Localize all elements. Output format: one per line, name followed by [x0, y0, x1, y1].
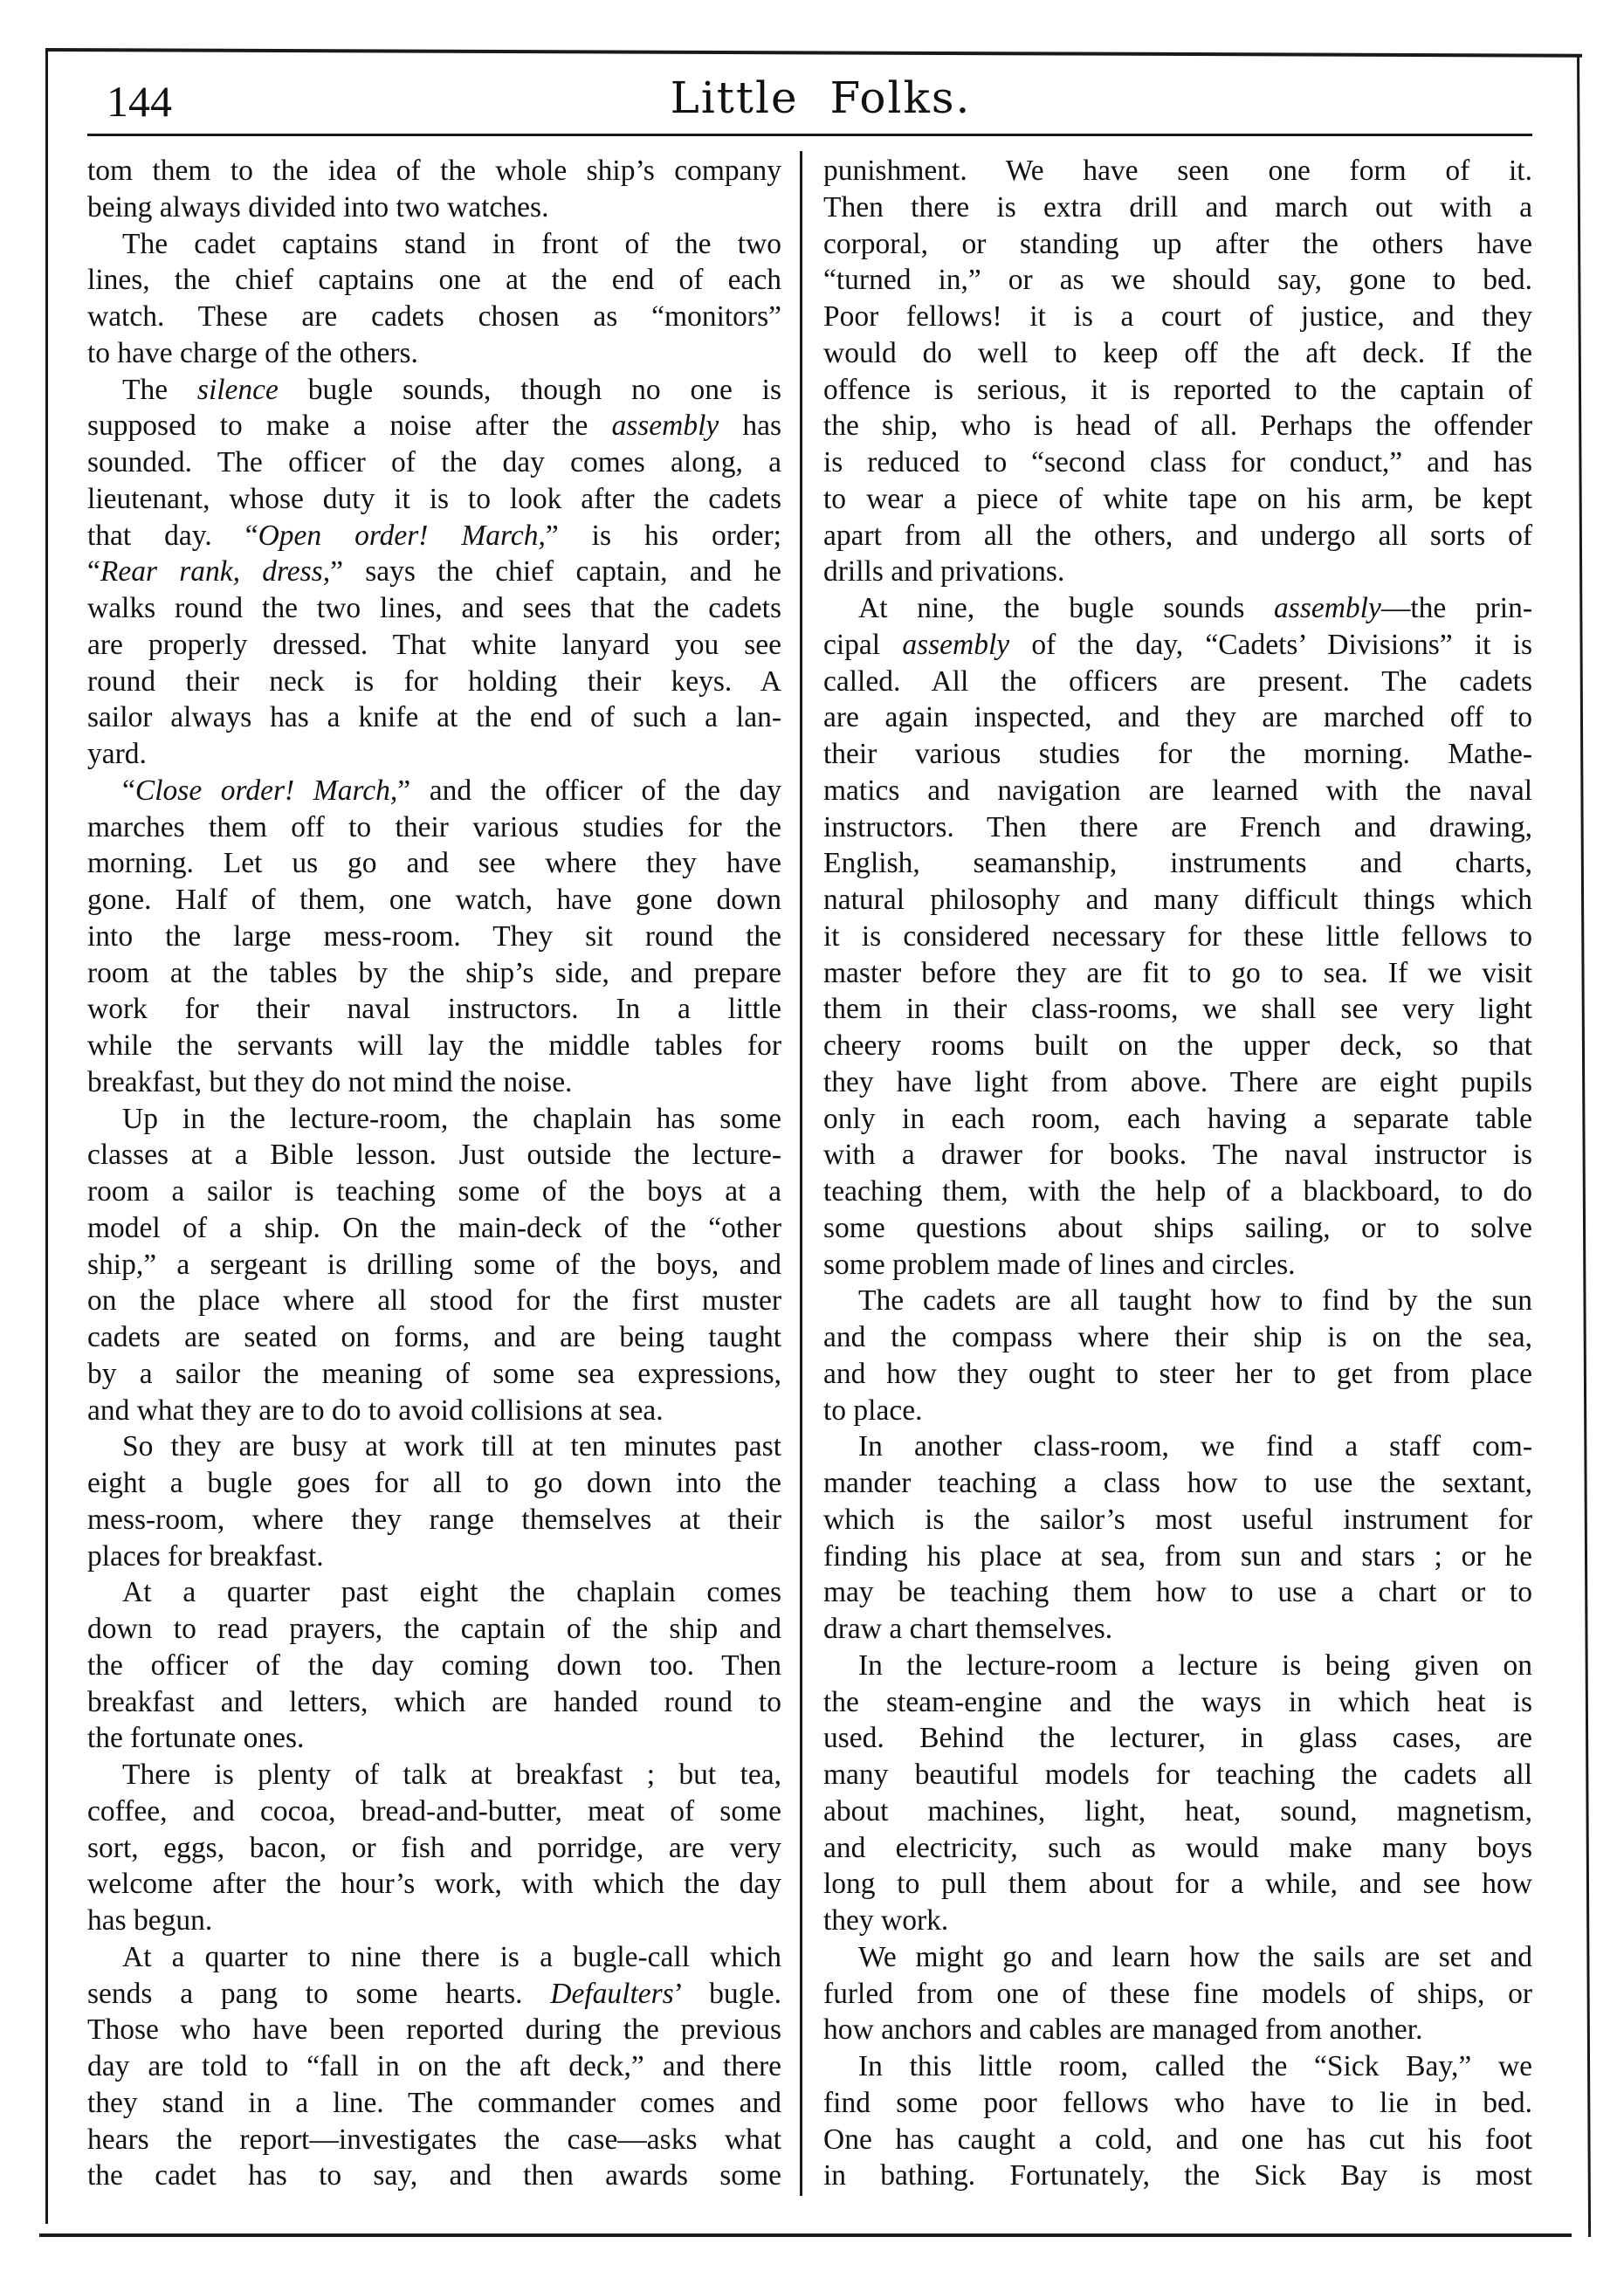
- text-line: Those who have been reported during the previous: [87, 2013, 781, 2047]
- text-line: room at the tables by the ship’s side, and prepare: [87, 956, 781, 989]
- text-line: some problem made of lines and circles.: [823, 1248, 1296, 1281]
- text-line: and the compass where their ship is on the sea,: [823, 1321, 1532, 1353]
- text-line: round their neck is for holding their keys. A: [87, 664, 781, 698]
- text-line: sends a pang to some hearts. Defaulters’ bugle.: [87, 1977, 781, 2010]
- text-line: their various studies for the morning. Mathe-: [823, 738, 1532, 770]
- text-line: watch. These are cadets chosen as “monitors”: [87, 300, 781, 333]
- text-line: they have light from above. There are eight pupils: [823, 1065, 1532, 1098]
- text-line: some questions about ships sailing, or to solve: [823, 1211, 1532, 1244]
- text-line: walks round the two lines, and sees that the cadets: [87, 592, 781, 624]
- text-line: Up in the lecture-room, the chaplain has some: [122, 1102, 781, 1135]
- text-line: corporal, or standing up after the others have: [823, 227, 1532, 260]
- text-line: supposed to make a noise after the assembly has: [87, 410, 781, 443]
- text-line: used. Behind the lecturer, in glass cases, are: [823, 1722, 1532, 1755]
- text-line: At a quarter to nine there is a bugle-call which: [122, 1940, 781, 1973]
- text-line: sounded. The officer of the day comes along, a: [87, 446, 781, 478]
- text-line: lines, the chief captains one at the end of each: [87, 264, 781, 297]
- text-line: the cadet has to say, and then awards some: [87, 2159, 781, 2192]
- text-line: The silence bugle sounds, though no one is: [122, 373, 781, 406]
- text-line: finding his place at sea, from sun and stars ; or he: [823, 1539, 1532, 1573]
- text-line: master before they are fit to go to sea. If we visit: [823, 956, 1532, 989]
- text-line: coffee, and cocoa, bread-and-butter, meat of some: [87, 1794, 781, 1827]
- text-line: cheery rooms built on the upper deck, so that: [823, 1029, 1532, 1062]
- text-line: day are told to “fall in on the aft deck,” and there: [87, 2050, 781, 2082]
- text-line: furled from one of these fine models of ships, or: [823, 1977, 1532, 2010]
- text-line: morning. Let us go and see where they have: [87, 847, 781, 880]
- text-line: The cadets are all taught how to find by the sun: [858, 1284, 1532, 1318]
- text-column-left: [87, 153, 781, 2194]
- text-line: cadets are seated on forms, and are being taught: [87, 1321, 781, 1353]
- page-frame-left-border: [45, 50, 48, 2224]
- text-line: classes at a Bible lesson. Just outside the lecture-: [87, 1139, 781, 1172]
- text-line: model of a ship. On the main-deck of the “other: [87, 1211, 781, 1244]
- text-line: We might go and learn how the sails are set and: [858, 1940, 1532, 1973]
- page-number: 144: [107, 77, 172, 126]
- page-frame-top-border: [45, 48, 1582, 58]
- text-line: find some poor fellows who have to lie in bed.: [823, 2086, 1532, 2119]
- text-line: on the place where all stood for the first muster: [87, 1284, 781, 1318]
- text-line: down to read prayers, the captain of the ship and: [87, 1613, 781, 1645]
- text-line: and what they are to do to avoid collisions at sea.: [87, 1394, 664, 1427]
- text-line: the officer of the day coming down too. Then: [87, 1648, 781, 1682]
- text-line: room a sailor is teaching some of the boys at a: [87, 1175, 781, 1208]
- text-line: cipal assembly of the day, “Cadets’ Divisions” it is: [823, 628, 1532, 661]
- text-line: in bathing. Fortunately, the Sick Bay is most: [823, 2159, 1532, 2192]
- text-line: the steam-engine and the ways in which heat is: [823, 1685, 1532, 1718]
- text-line: The cadet captains stand in front of the two: [122, 227, 781, 260]
- text-line: is reduced to “second class for conduct,” and has: [823, 446, 1532, 478]
- text-line: they work.: [823, 1904, 949, 1937]
- text-line: to wear a piece of white tape on his arm, be kept: [823, 482, 1532, 515]
- text-line: that day. “Open order! March,” is his order;: [87, 519, 781, 552]
- text-line: work for their naval instructors. In a little: [87, 993, 781, 1026]
- text-line: gone. Half of them, one watch, have gone down: [87, 884, 781, 916]
- text-line: welcome after the hour’s work, with which the day: [87, 1868, 781, 1901]
- text-line: with a drawer for books. The naval instructor is: [823, 1139, 1532, 1172]
- text-line: Poor fellows! it is a court of justice, and they: [823, 300, 1532, 333]
- text-line: ship,” a sergeant is drilling some of the boys, and: [87, 1248, 781, 1281]
- column-divider: [800, 151, 802, 2196]
- text-line: natural philosophy and many difficult things which: [823, 884, 1532, 916]
- text-line: it is considered necessary for these little fellows to: [823, 919, 1532, 953]
- text-line: “Close order! March,” and the officer of the day: [122, 774, 781, 807]
- text-line: One has caught a cold, and one has cut his foot: [823, 2123, 1532, 2156]
- text-line: into the large mess-room. They sit round the: [87, 919, 781, 953]
- text-line: In this little room, called the “Sick Bay,” we: [858, 2050, 1532, 2082]
- text-line: In the lecture-room a lecture is being given on: [858, 1648, 1532, 1682]
- text-line: called. All the officers are present. The cadets: [823, 664, 1532, 698]
- text-line: how anchors and cables are managed from another.: [823, 2013, 1423, 2047]
- text-line: lieutenant, whose duty it is to look after the cadets: [87, 482, 781, 515]
- text-line: hears the report—investigates the case—asks what: [87, 2123, 781, 2156]
- text-line: which is the sailor’s most useful instrument for: [823, 1503, 1532, 1536]
- text-line: “turned in,” or as we should say, gone to bed.: [823, 264, 1532, 297]
- text-line: offence is serious, it is reported to the captain of: [823, 373, 1532, 406]
- text-line: instructors. Then there are French and drawing,: [823, 810, 1532, 843]
- text-line: the fortunate ones.: [87, 1722, 305, 1755]
- text-line: At nine, the bugle sounds assembly—the prin-: [858, 592, 1532, 624]
- text-line: eight a bugle goes for all to go down into the: [87, 1467, 781, 1499]
- text-line: about machines, light, heat, sound, magnetism,: [823, 1794, 1532, 1827]
- text-line: are again inspected, and they are marched off to: [823, 701, 1532, 734]
- text-line: by a sailor the meaning of some sea expressions,: [87, 1357, 781, 1390]
- text-line: would do well to keep off the aft deck. If the: [823, 336, 1532, 369]
- text-line: breakfast and letters, which are handed round to: [87, 1685, 781, 1718]
- text-line: At a quarter past eight the chaplain comes: [122, 1576, 781, 1609]
- text-line: In another class-room, we find a staff com-: [858, 1430, 1532, 1463]
- page-frame-bottom-border: [39, 2233, 1572, 2237]
- text-line: sailor always has a knife at the end of such a lan-: [87, 701, 781, 734]
- text-line: are properly dressed. That white lanyard you see: [87, 628, 781, 661]
- header-rule: [87, 134, 1532, 136]
- page-frame-right-border: [1577, 54, 1591, 2237]
- text-line: has begun.: [87, 1904, 213, 1937]
- text-line: marches them off to their various studies for the: [87, 810, 781, 843]
- text-line: matics and navigation are learned with the naval: [823, 774, 1532, 807]
- text-line: mess-room, where they range themselves at their: [87, 1503, 781, 1536]
- text-line: to place.: [823, 1394, 923, 1427]
- text-line: draw a chart themselves.: [823, 1613, 1113, 1645]
- text-line: may be teaching them how to use a chart or to: [823, 1576, 1532, 1609]
- text-line: they stand in a line. The commander comes and: [87, 2086, 781, 2119]
- text-column-right: [823, 153, 1532, 2194]
- text-line: the ship, who is head of all. Perhaps the offender: [823, 410, 1532, 443]
- text-line: and electricity, such as would make many boys: [823, 1831, 1532, 1864]
- text-line: tom them to the idea of the whole ship’s company: [87, 155, 781, 187]
- text-line: long to pull them about for a while, and see how: [823, 1868, 1532, 1901]
- text-line: drills and privations.: [823, 555, 1065, 588]
- text-line: “Rear rank, dress,” says the chief captain, and he: [87, 555, 781, 588]
- text-line: So they are busy at work till at ten minutes past: [122, 1430, 781, 1463]
- text-line: yard.: [87, 738, 147, 770]
- text-line: There is plenty of talk at breakfast ; but tea,: [122, 1758, 781, 1791]
- text-line: Then there is extra drill and march out with a: [823, 190, 1532, 224]
- text-line: to have charge of the others.: [87, 336, 418, 369]
- text-line: apart from all the others, and undergo all sorts of: [823, 519, 1532, 552]
- text-line: breakfast, but they do not mind the noise.: [87, 1065, 573, 1098]
- text-line: sort, eggs, bacon, or fish and porridge, are very: [87, 1831, 781, 1864]
- text-line: places for breakfast.: [87, 1539, 324, 1573]
- text-line: English, seamanship, instruments and charts,: [823, 847, 1532, 880]
- text-line: punishment. We have seen one form of it.: [823, 155, 1532, 187]
- text-line: many beautiful models for teaching the cadets all: [823, 1758, 1532, 1791]
- text-line: them in their class-rooms, we shall see very light: [823, 993, 1532, 1026]
- text-line: teaching them, with the help of a blackboard, to do: [823, 1175, 1532, 1208]
- text-line: only in each room, each having a separate table: [823, 1102, 1532, 1135]
- text-line: mander teaching a class how to use the sextant,: [823, 1467, 1532, 1499]
- text-line: and how they ought to steer her to get from place: [823, 1357, 1532, 1390]
- text-line: being always divided into two watches.: [87, 190, 549, 224]
- page-title: Little Folks.: [670, 72, 972, 123]
- text-line: while the servants will lay the middle tables for: [87, 1029, 781, 1062]
